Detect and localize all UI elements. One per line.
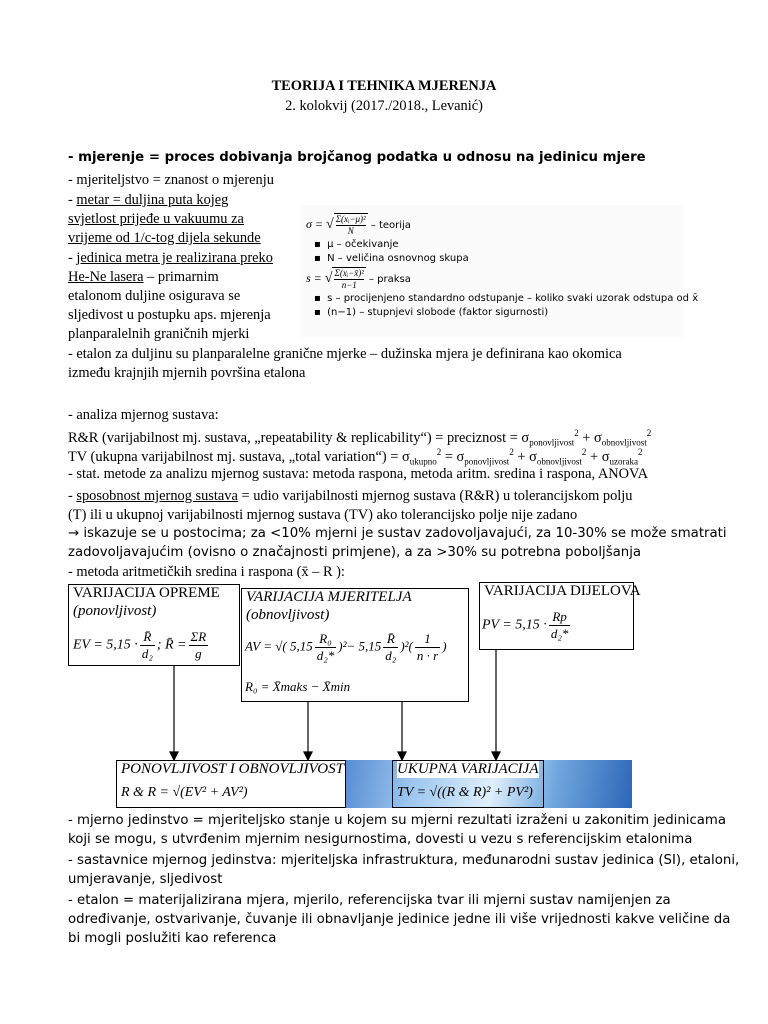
line-mjerno-jedinstvo-2: koji se mogu, s utvrđenim mjernim nesigurnostima, dovesti u vezu s referencijskim etalonima	[68, 832, 693, 847]
r0-equation: R₀ = X̄maks − X̄min	[245, 679, 351, 694]
tv-sub-3: obnovljivost	[536, 456, 582, 467]
bullet-mu-text: μ – očekivanje	[327, 239, 399, 250]
box-varijacija-dijelova	[479, 582, 641, 650]
bullet-s-text: s – procijenjeno standardno odstupanje – koliko svaki uzorak odstupa od x̄	[327, 293, 699, 304]
tv-sup-1: 2	[436, 447, 442, 457]
av-equation: AV = √( 5,15 $\frac{\text{R₀}}{\text{d₂*}}$ )²− 5,15 $\frac{R̄}{\text{d₂}}$ )²( $\frac{1}{n \cdot r}$ )	[245, 631, 447, 663]
line-etalon-duljine: etalonom duljine osigurava se	[68, 288, 241, 304]
bullet-n-text: N – veličina osnovnog skupa	[327, 253, 469, 264]
av-d3: n · r	[416, 648, 439, 663]
ev-lhs: EV = 5,15 ·	[73, 637, 138, 653]
line-dash: -	[68, 488, 77, 504]
line-tolerancija: (T) ili u ukupnoj varijabilnosti mjernog sustava (TV) ako tolerancijsko polje nije zadano	[68, 507, 578, 523]
ev-den: d₂	[141, 646, 153, 661]
sposobnost-term: sposobnost mjernog sustava	[76, 488, 238, 504]
line-zadovoljavajuci: zadovoljavajućim (ovisno o značajnosti primjene), a za >30% su potrebna poboljšanja	[68, 545, 642, 560]
page-title: TEORIJA I TEHNIKA MJERENJA	[271, 78, 497, 94]
page-subtitle: 2. kolokvij (2017./2018., Levanić)	[285, 98, 483, 114]
sqrt-symbol: √	[324, 270, 333, 286]
av-lhs: AV =	[245, 638, 273, 654]
box3-title: VARIJACIJA DIJELOVA	[484, 583, 641, 599]
rr-equation: R & R = √(EV² + AV²)	[121, 785, 248, 800]
bullet-dof-text: (n−1) – stupnjevi slobode (faktor sigurnosti)	[327, 307, 549, 318]
av-n2: R̄	[383, 631, 398, 648]
line-sastavnice: - sastavnice mjernog jedinstva: mjeriteljska infrastruktura, međunarodni sustav jedinica (SI), etaloni,	[68, 853, 740, 868]
box-ponovljivost-obnovljivost	[116, 760, 346, 808]
line-sljedivost: sljedivost u postupku aps. mjerenja	[68, 307, 271, 323]
sigma-desc: – teorija	[370, 219, 411, 231]
line-metar-2: svjetlost prijeđe u vakuumu za	[68, 211, 244, 227]
line-metoda: - metoda aritmetičkih sredina i raspona (x̄ – R ):	[68, 564, 345, 580]
line-metar-3: vrijeme od 1/c-tog dijela sekunde	[68, 230, 261, 246]
rr-sup-1: 2	[574, 428, 579, 438]
line-postoci: → iskazuje se u postocima; za <10% mjerni je sustav zadovoljavajući, za 10-30% se može smatrati	[68, 526, 727, 541]
av-d1: d₂*	[316, 648, 335, 663]
s-num: Σ(xᵢ−x̄)²	[334, 268, 364, 278]
pv-lhs: PV = 5,15 ·	[482, 617, 547, 633]
pv-fraction	[549, 609, 571, 642]
ev-equation	[73, 629, 210, 662]
tv-sup-4: 2	[637, 447, 643, 457]
box-varijacija-mjeritelja	[241, 588, 469, 702]
line-mjerno-jedinstvo: - mjerno jedinstvo = mjeriteljsko stanje u kojem su mjerni rezultati izraženi u zakonitim jedinicama	[68, 813, 727, 828]
line-dash: -	[68, 250, 77, 266]
sigma-num: Σ(xᵢ−μ)²	[335, 214, 366, 224]
av-frac-1	[315, 631, 337, 664]
rr-plus: + σ	[578, 429, 602, 446]
box2-title: VARIJACIJA MJERITELJA	[246, 589, 412, 605]
line-dash: -	[68, 192, 77, 208]
box2-subtitle: (obnovljivost)	[246, 607, 330, 623]
rr-sup-2: 2	[646, 428, 652, 438]
tv-plus-1: + σ	[513, 448, 537, 465]
pv-den: d₂*	[550, 626, 569, 641]
pv-equation	[482, 609, 572, 642]
box-varijacija-opreme	[68, 584, 240, 666]
av-c1: 5,15	[290, 638, 313, 654]
s-desc: – praksa	[369, 273, 411, 285]
box-ukupna-varijacija	[392, 760, 544, 808]
line-etalon-duljina-2: između krajnjih mjernih površina etalona	[68, 365, 306, 381]
line-etalon-def-3: bi mogli poslužiti kao referenca	[68, 931, 277, 946]
line-sastavnice-2: umjeravanje, sljedivost	[68, 872, 223, 887]
rbar-den: g	[195, 646, 202, 661]
tv-sub-2: ponovljivost	[464, 456, 510, 467]
sigma-den: N	[347, 226, 354, 236]
bullet-icon: ▪	[314, 253, 328, 264]
box4-title: PONOVLJIVOST I OBNOVLJIVOST	[121, 761, 344, 777]
laser-text: He-Ne lasera	[68, 269, 144, 285]
line-mjerke: planparalelnih graničnih mjerki	[68, 326, 250, 342]
rbar-num: ΣR	[190, 629, 207, 644]
line-analiza: - analiza mjernog sustava:	[68, 407, 219, 423]
line-mjeriteljstvo: - mjeriteljstvo = znanost o mjerenju	[68, 172, 274, 188]
laser-rest: – primarnim	[143, 269, 219, 285]
tv-equation: TV = √((R & R)² + PV²)	[397, 785, 533, 800]
box1-subtitle: (ponovljivost)	[73, 603, 157, 619]
sqrt-symbol: √	[326, 216, 334, 232]
av-frac-3	[415, 631, 440, 664]
line-stat-metode: - stat. metode za analizu mjernog sustava: metoda raspona, metoda aritm. sredina i raspona, ANOVA	[68, 466, 648, 482]
tv-sub-1: ukupno	[409, 456, 437, 467]
s-label: s =	[306, 270, 322, 285]
bullet-icon: ▪	[314, 239, 328, 250]
line-etalon-duljina: - etalon za duljinu su planparalelne granične mjerke – dužinska mjera je definirana kao okomica	[68, 346, 622, 362]
ev-fraction	[140, 629, 155, 662]
bullet-icon: ▪	[314, 307, 328, 318]
rbar-fraction	[189, 629, 209, 662]
tv-plus-2: + σ	[586, 448, 610, 465]
tv-sup-2: 2	[509, 447, 514, 457]
ev-num: R̄	[140, 629, 155, 646]
bullet-icon: ▪	[314, 293, 328, 304]
tv-text: TV (ukupna varijabilnost mj. sustava, „total variation“) = σ	[68, 448, 410, 465]
line-mjerenje: - mjerenje = proces dobivanja brojčanog podatka u odnosu na jedinicu mjere	[68, 150, 646, 165]
av-mid: − 5,15	[346, 638, 382, 654]
av-frac-2	[383, 631, 398, 664]
sposobnost-rest: = udio varijabilnosti mjernog sustava (R&R) u tolerancijskom polju	[237, 488, 633, 504]
tv-eq: = σ	[441, 448, 465, 465]
rr-sub-2: obnovljivost	[601, 437, 647, 448]
rr-text: R&R (varijabilnost mj. sustava, „repeatability & replicability“) = preciznost = σ	[68, 429, 530, 446]
jedinica-text: jedinica metra je realizirana preko	[76, 250, 273, 266]
av-d2: d₂	[385, 648, 397, 663]
rbar-lhs: ; R̄ =	[156, 637, 187, 653]
line-etalon-def: - etalon = materijalizirana mjera, mjerilo, referencijska tvar ili mjerni sustav namijenjen za	[68, 893, 671, 908]
box1-title: VARIJACIJA OPREME	[73, 585, 220, 601]
rr-sub-1: ponovljivost	[529, 437, 575, 448]
av-n3: 1	[415, 631, 440, 648]
tv-sub-4: uzoraka	[609, 456, 638, 467]
line-etalon-def-2: određivanje, ostvarivanje, čuvanje ili obnavljanje jedinice jedne ili više vrijednosti kakve veličine da	[68, 912, 731, 927]
metar-definition: metar = duljina puta kojeg	[76, 192, 229, 208]
pv-num: Rp	[549, 609, 571, 626]
s-den: n−1	[341, 280, 357, 290]
box5-title: UKUPNA VARIJACIJA	[397, 761, 539, 777]
av-n1: R₀	[315, 631, 337, 648]
sigma-label: σ =	[306, 216, 324, 231]
tv-sup-3: 2	[581, 447, 587, 457]
